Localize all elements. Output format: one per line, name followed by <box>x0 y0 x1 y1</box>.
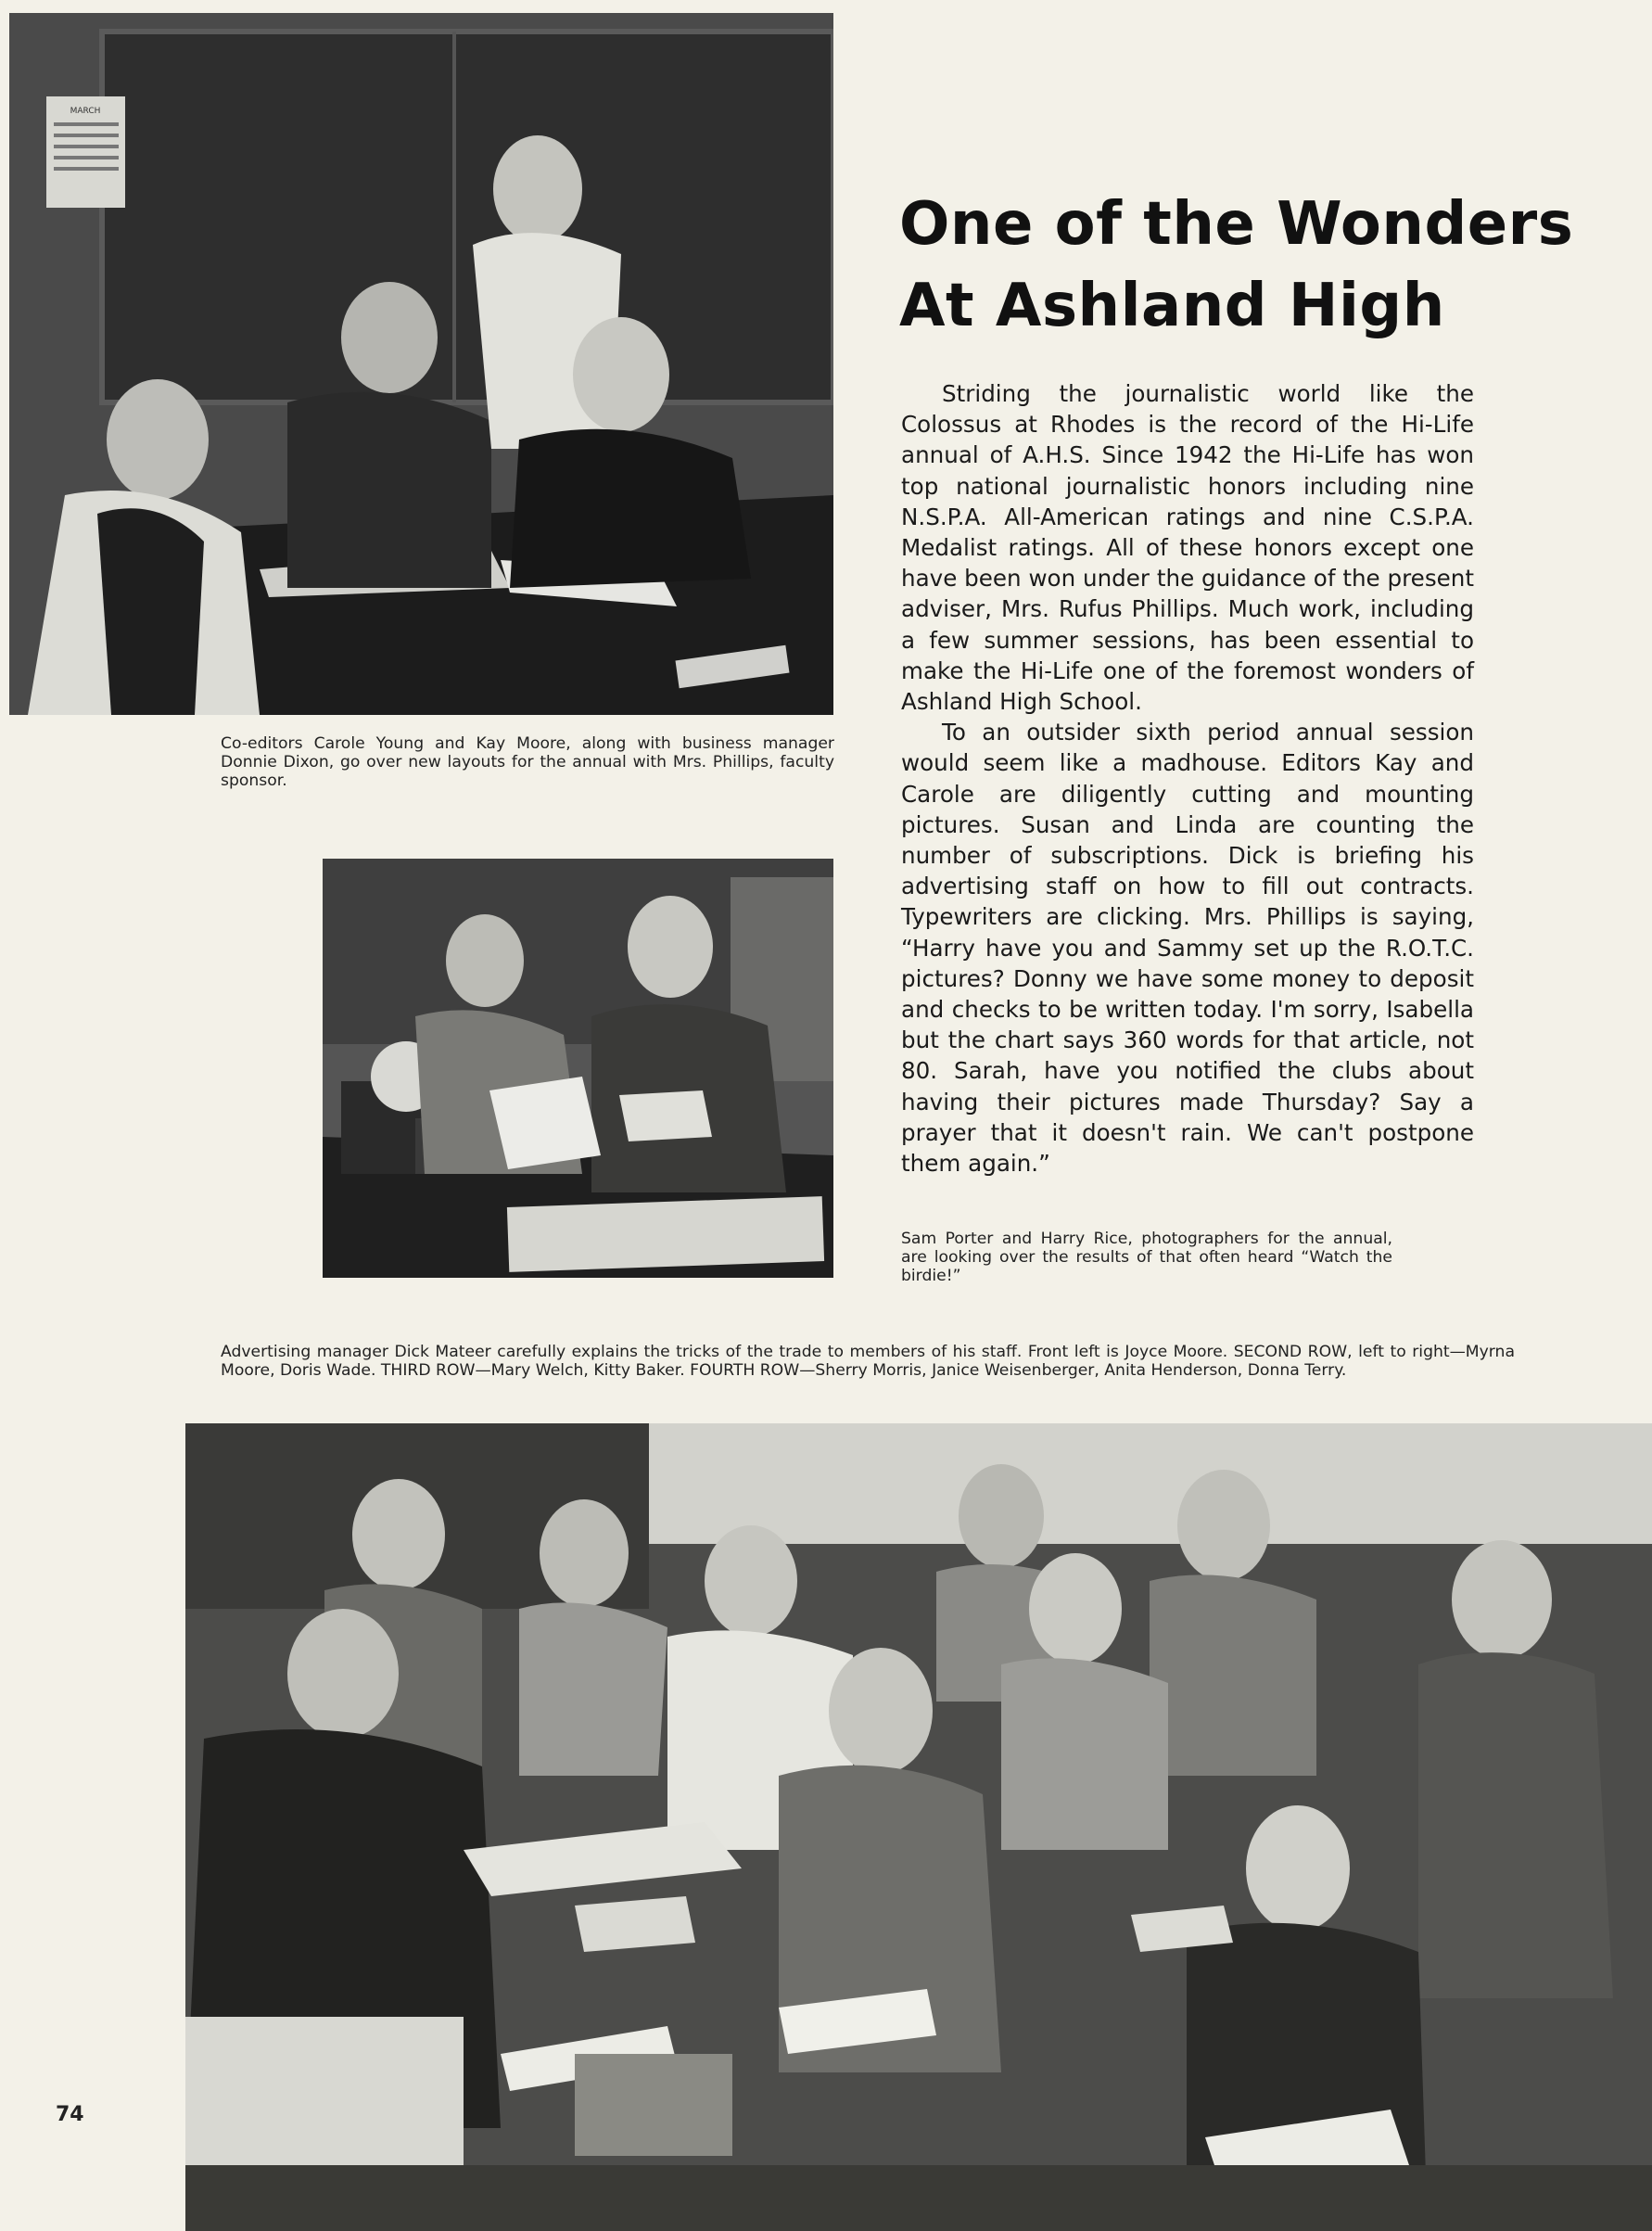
article-body <box>901 378 1474 1179</box>
photographers-photo-art <box>323 859 833 1278</box>
page-number: 74 <box>56 2103 84 2126</box>
advertising-staff-photo <box>185 1423 1652 2231</box>
article-paragraph-1: Striding the journalistic world like the Colossus at Rhodes is the record of the Hi-Life annual of A.H.S. Since 1942 the Hi-Life has won top national journalistic honors including nine N.S.P.A. All-American ratings and nine C.S.P.A. Medalist ratings. All of these honors except one have been won under the guidance of the present adviser, Mrs. Rufus Phillips. Much work, including a few summer sessions, has been essential to make the Hi-Life one of the foremost wonders of Ashland High School. <box>901 380 1474 716</box>
caption-staff-photo: Co-editors Carole Young and Kay Moore, along with business manager Donnie Dixon, go over new layouts for the annual with Mrs. Phillips, faculty sponsor. <box>221 734 834 790</box>
headline-line-1: One of the Wonders <box>899 190 1574 259</box>
advertising-staff-photo-art <box>185 1423 1652 2231</box>
staff-photo <box>9 13 833 715</box>
headline <box>899 184 1574 347</box>
article-paragraph-2: To an outsider sixth period annual session would seem like a madhouse. Editors Kay and Carole are diligently cutting and mounting pictures. Susan and Linda are counting the number of subscriptions. Dick is briefing his advertising staff on how to fill out contracts. Typewriters are clicking. Mrs. Phillips is saying, “Harry have you and Sammy set up the R.O.T.C. pictures? Donny we have some money to deposit and checks to be written today. I'm sorry, Isabella but the chart says 360 words for that article, not 80. Sarah, have you notified the clubs about having their pictures made Thursday? Say a prayer that it doesn't rain. We can't postpone them again.” <box>901 719 1474 1178</box>
staff-photo-art <box>9 13 833 715</box>
caption-photographers-photo: Sam Porter and Harry Rice, photographers for the annual, are looking over the results of that often heard “Watch the birdie!” <box>901 1230 1392 1285</box>
photographers-photo <box>323 859 833 1278</box>
headline-line-2: At Ashland High <box>899 272 1445 340</box>
caption-advertising-photo: Advertising manager Dick Mateer carefully explains the tricks of the trade to members of his staff. Front left is Joyce Moore. SECOND ROW, left to right—Myrna Moore, Doris Wade. THIRD ROW—Mary Welch, Kitty Baker. FOURTH ROW—Sherry Morris, Janice Weisenberger, Anita Henderson, Donna Terry. <box>221 1343 1515 1380</box>
calendar-month: MARCH <box>70 107 101 116</box>
